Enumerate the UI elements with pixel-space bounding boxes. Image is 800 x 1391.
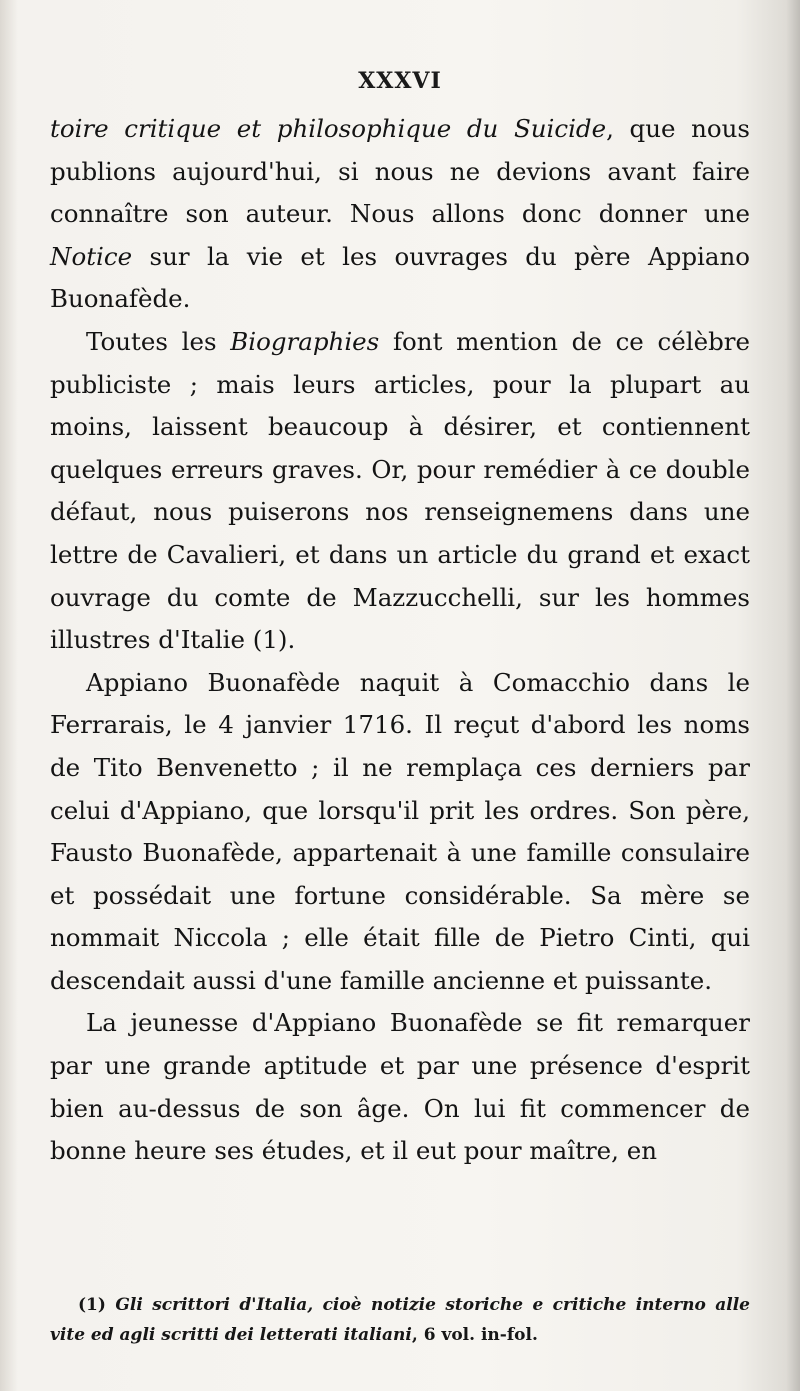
notice-italic: Notice [50, 241, 133, 271]
paragraph-1 [50, 108, 750, 321]
paragraph-2-lead: Toutes les [86, 326, 231, 356]
footnote-tail: , 6 vol. in-fol. [411, 1325, 538, 1345]
biographies-italic: Biographies [230, 326, 380, 356]
page-edge-shadow [786, 0, 800, 1391]
paragraph-2 [50, 321, 750, 662]
footnote-title: Gli scrittori d'Italia, cioè notizie storiche e critiche interno alle vite ed agli scritti dei letterati italiani [50, 1295, 750, 1345]
paragraph-1-text: nous publions aujourd'hui, si nous ne devions avant faire connaître son auteur. Nous allons donc donner une [50, 114, 750, 229]
footnote [50, 1290, 750, 1350]
paragraph-3: Appiano Buonafède naquit à Comacchio dans le Ferrarais, le 4 janvier 1716. Il reçut d'abord les noms de Tito Benvenetto ; il ne remplaça ces derniers par celui d'Appiano, que lorsqu'il prit les ordres. Son père, Fausto Buonafède, appartenait à une famille consulaire et possédait une fortune considérable. Sa mère se nommait Niccola ; elle était fille de Pietro Cinti, qui descendait aussi d'une famille ancienne et puissante. [50, 667, 750, 995]
paragraph-1-tail-a: , que [606, 114, 676, 143]
paragraph-1-tail-b: sur la vie et les ouvrages du père Appiano Buonafède. [50, 241, 750, 314]
paragraph-2-text: font mention de ce célèbre publiciste ; mais leurs articles, pour la plupart au moins, laissent beaucoup à désirer, et contiennent quelques erreurs graves. Or, pour remédier à ce double défaut, nous puiserons nos renseignemens dans une lettre de Cavalieri, et dans un article du grand et exact ouvrage du comte de Mazzucchelli, sur les hommes illustres d'Italie (1). [50, 326, 750, 655]
page-folio: XXXVI [358, 68, 442, 94]
paragraph-4: La jeunesse d'Appiano Buonafède se fit remarquer par une grande aptitude et par une présence d'esprit bien au-dessus de son âge. On lui fit commencer de bonne heure ses études, et il eut pour maître, en [50, 1008, 750, 1166]
body-text [50, 108, 750, 1173]
work-title-italic: toire critique et philosophique du Suicide [50, 114, 607, 143]
footnote-number: (1) [78, 1295, 106, 1315]
